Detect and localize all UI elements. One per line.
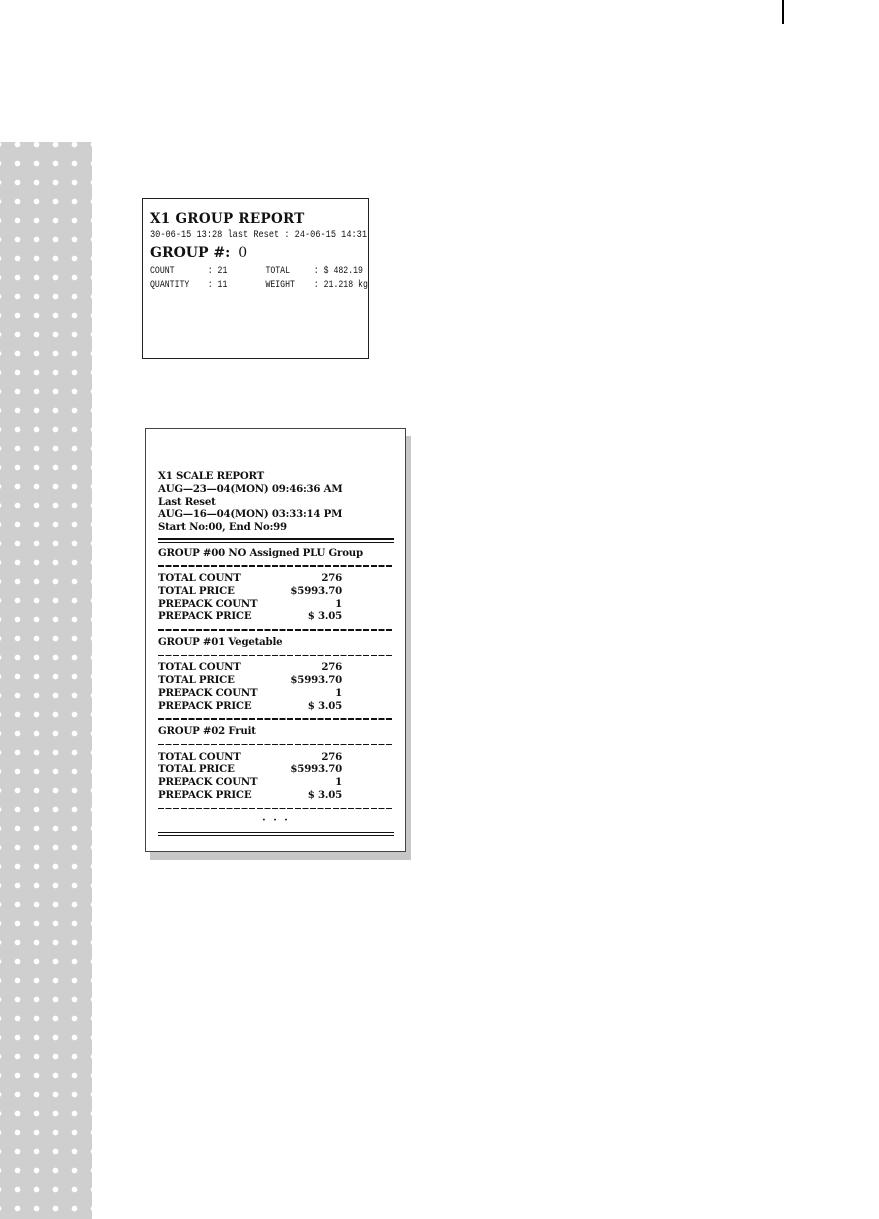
scale-report-range: Start No:00, End No:99: [158, 521, 287, 533]
dotted-side-strip: [0, 142, 92, 1219]
weight-value: : 21.218 kg: [313, 279, 368, 291]
group-report-group-number: [150, 245, 247, 261]
prepack-count-label: PREPACK COUNT: [158, 776, 258, 788]
total-count-value: 276: [321, 750, 342, 763]
group-report-date-line: 30-06-15 13:28 last Reset : 24-06-15 14:31: [150, 229, 368, 241]
group-report-title: X1 GROUP REPORT: [150, 211, 305, 227]
prepack-price-row: [158, 610, 394, 623]
prepack-price-value: $ 3.05: [307, 610, 342, 623]
ellipsis: · · ·: [262, 814, 290, 827]
total-price-value: $5993.70: [290, 763, 342, 776]
total-price-label: TOTAL PRICE: [158, 674, 235, 686]
dash-rule: [158, 559, 394, 572]
total-price-row: [158, 763, 394, 776]
total-price-label: TOTAL PRICE: [158, 763, 235, 776]
prepack-price-label: PREPACK PRICE: [158, 788, 252, 801]
prepack-price-value: $ 3.05: [307, 788, 342, 801]
double-rule: [158, 827, 394, 840]
header-rule: [782, 0, 784, 24]
group-value: 0: [238, 245, 248, 261]
prepack-price-label: PREPACK PRICE: [158, 699, 252, 712]
total-price-value: $5993.70: [290, 584, 342, 597]
dash-rule: [158, 802, 394, 815]
quantity-label: QUANTITY: [150, 279, 190, 291]
scale-report-last-reset-date: AUG—16—04(MON) 03:33:14 PM: [158, 508, 343, 521]
weight-label: WEIGHT: [265, 279, 295, 291]
prepack-count-label: PREPACK COUNT: [158, 597, 258, 610]
scale-report-last-reset-label: Last Reset: [158, 495, 216, 508]
group-label: GROUP #:: [150, 245, 231, 261]
total-count-row: [158, 572, 394, 585]
scale-report-body: [158, 470, 394, 840]
count-value: : 21: [207, 265, 228, 277]
scale-report-date: AUG—23—04(MON) 09:46:36 AM: [158, 482, 343, 495]
prepack-price-row: [158, 700, 394, 713]
double-rule: [158, 534, 394, 547]
group-title: GROUP #02 Fruit: [158, 725, 256, 737]
group-report-receipt: [142, 198, 369, 359]
quantity-value: : 11: [207, 279, 228, 291]
dash-rule: [158, 712, 394, 725]
total-count-value: 276: [321, 661, 342, 674]
prepack-count-label: PREPACK COUNT: [158, 686, 258, 699]
total-price-value: $5993.70: [290, 674, 342, 686]
total-count-row: [158, 751, 394, 764]
prepack-count-row: [158, 776, 394, 789]
prepack-count-row: [158, 687, 394, 700]
dash-rule: [158, 623, 394, 636]
total-price-row: [158, 674, 394, 687]
prepack-count-value: 1: [335, 776, 342, 788]
prepack-count-row: [158, 598, 394, 611]
scale-report-receipt: [145, 428, 406, 852]
prepack-count-value: 1: [335, 686, 342, 699]
total-count-label: TOTAL COUNT: [158, 572, 241, 584]
dash-rule: [158, 649, 394, 662]
total-label: TOTAL: [265, 265, 291, 277]
prepack-count-value: 1: [335, 597, 342, 610]
group-title: GROUP #01 Vegetable: [158, 635, 283, 648]
prepack-price-value: $ 3.05: [307, 699, 342, 712]
dash-rule: [158, 738, 394, 751]
total-count-label: TOTAL COUNT: [158, 661, 241, 674]
total-count-value: 276: [321, 572, 342, 584]
prepack-price-row: [158, 789, 394, 802]
total-value: : $ 482.19: [313, 265, 363, 277]
total-price-row: [158, 585, 394, 598]
total-count-label: TOTAL COUNT: [158, 750, 241, 763]
prepack-price-label: PREPACK PRICE: [158, 610, 252, 623]
scale-report-title: X1 SCALE REPORT: [158, 470, 265, 482]
total-price-label: TOTAL PRICE: [158, 584, 235, 597]
total-count-row: [158, 661, 394, 674]
count-label: COUNT: [150, 265, 175, 277]
group-title: GROUP #00 NO Assigned PLU Group: [158, 546, 363, 559]
